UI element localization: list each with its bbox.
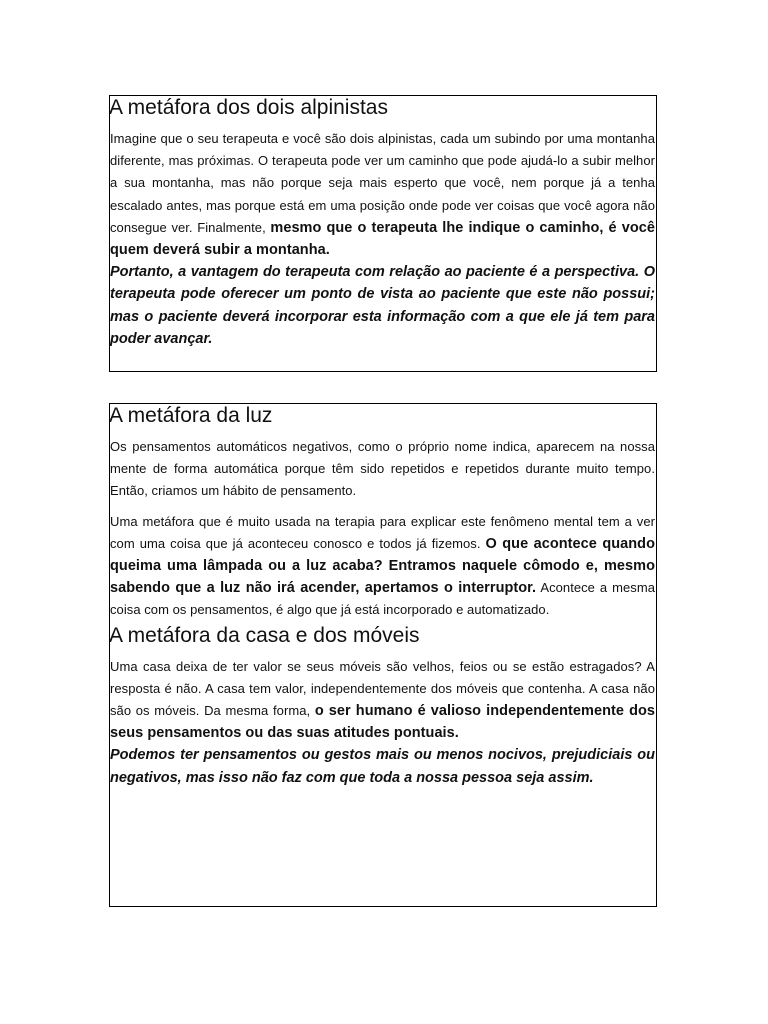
paragraph-luz-intro: Os pensamentos automáticos negativos, como o próprio nome indica, aparecem na nossa mente de forma automática porque têm sido repetidos e repetidos durante muito tempo. Então, criamos um hábito de pensamento.	[110, 439, 655, 499]
paragraph-casa-intro	[110, 656, 656, 745]
paragraph-bold-text: mesmo que o terapeuta lhe indique o caminho, é você quem deverá subir a montanha.	[110, 219, 655, 259]
paragraph-casa-conclusion: Podemos ter pensamentos ou gestos mais ou menos nocivos, prejudiciais ou negativos, mas isso não faz com que toda a nossa pessoa seja assim.	[110, 747, 655, 786]
paragraph-tail-text: Acontece a mesma coisa com os pensamentos, é algo que já está incorporado e automatizado.	[110, 580, 655, 618]
paragraph-bold-text: O que acontece quando queima uma lâmpada ou a luz acaba? Entramos naquele cômodo e, mesmo sabendo que a luz não irá acender, apertamos o interruptor.	[110, 535, 655, 597]
section-title-luz: A metáfora da luz	[109, 404, 273, 427]
paragraph-text: Uma metáfora que é muito usada na terapia para explicar este fenômeno mental tem a ver com uma coisa que já aconteceu conosco e todos já fizemos.	[110, 513, 655, 551]
section-box-luz-casa	[109, 403, 657, 907]
section-title-alpinistas: A metáfora dos dois alpinistas	[109, 96, 388, 119]
section-box-alpinistas	[109, 95, 657, 372]
paragraph-bold-text: o ser humano é valioso independentemente dos seus pensamentos ou das suas atitudes pontuais.	[110, 703, 655, 742]
section-title-casa: A metáfora da casa e dos móveis	[109, 623, 420, 647]
paragraph-text: Uma casa deixa de ter valor se seus móveis são velhos, feios ou se estão estragados? A resposta é não. A casa tem valor, independentemente dos móveis que contenha. A casa não são os móveis. Da mesma forma,	[110, 658, 655, 719]
paragraph-alpinistas-intro	[110, 128, 656, 261]
paragraph-alpinistas-conclusion: Portanto, a vantagem do terapeuta com relação ao paciente é a perspectiva. O terapeuta pode oferecer um ponto de vista ao paciente que este não possui; mas o paciente deverá incorporar esta informação com a que ele já tem para poder avançar.	[110, 264, 655, 347]
paragraph-luz-metaphor	[110, 511, 656, 622]
paragraph-text: Imagine que o seu terapeuta e você são dois alpinistas, cada um subindo por uma montanha diferente, mas próximas. O terapeuta pode ver um caminho que pode ajudá-lo a subir melhor a sua montanha, mas não porque seja mais esperto que você, nem porque já a tenha escalado antes, mas porque está em uma posição onde pode ver coisas que você agora não consegue ver. Finalmente,	[110, 131, 655, 235]
